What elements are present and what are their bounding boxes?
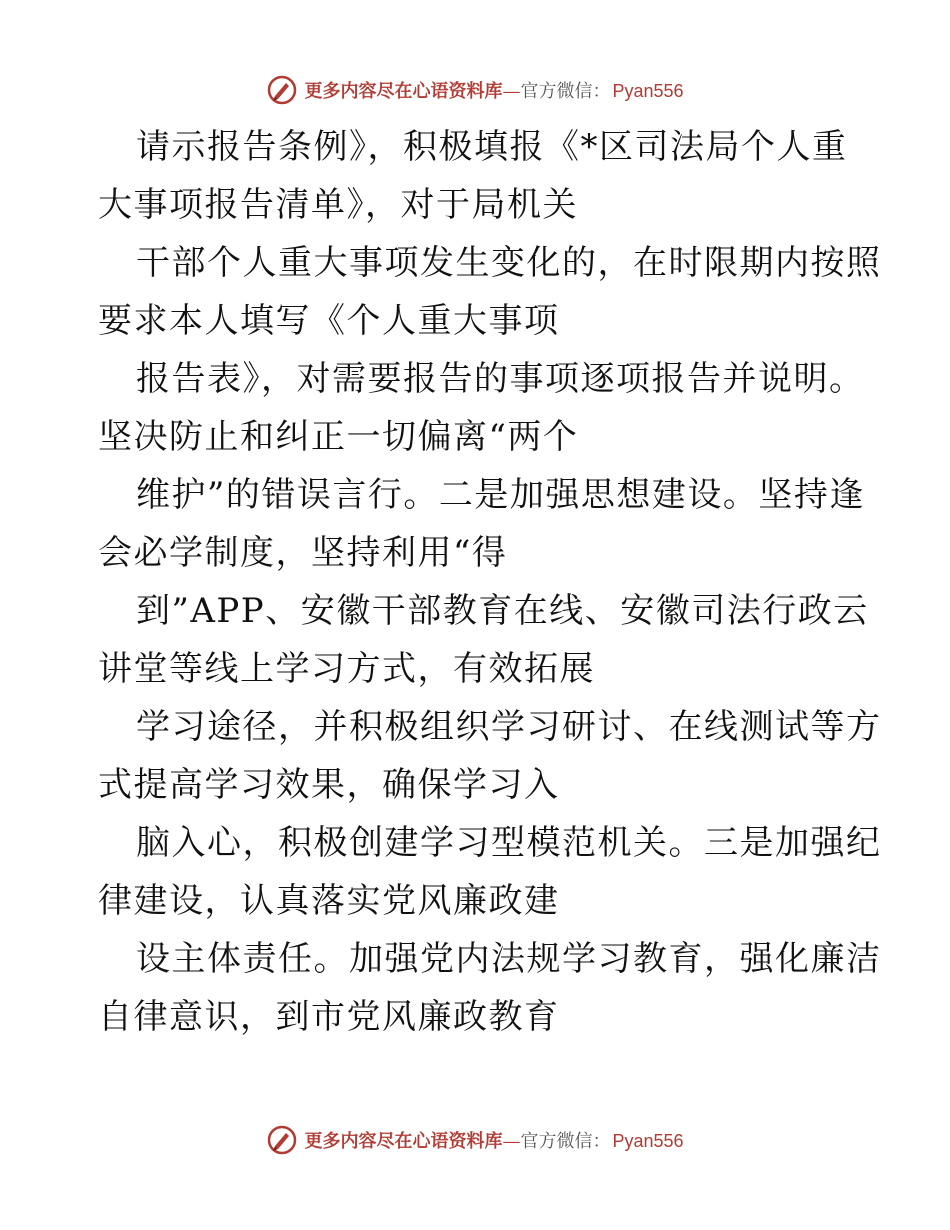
watermark-text: [304, 1127, 683, 1153]
paragraph-line: 讲堂等线上学习方式，有效拓展: [98, 649, 595, 689]
paragraph: [98, 582, 869, 698]
watermark-main: 更多内容尽在心语资料库: [304, 81, 503, 102]
paragraph-line: 维护”的错误言行。二是加强思想建设。坚持逢: [136, 475, 865, 515]
paragraph-line: 学习途径，并积极组织学习研讨、在线测试等方: [136, 707, 882, 747]
watermark-id: Pyan556: [612, 1131, 684, 1151]
pen-seal-icon: [266, 1124, 298, 1156]
paragraph-line: 律建设，认真落实党风廉政建: [98, 881, 560, 921]
paragraph: [98, 698, 882, 814]
paragraph-line: 干部个人重大事项发生变化的，在时限期内按照: [136, 243, 882, 283]
watermark-text: [304, 77, 683, 103]
watermark-id: Pyan556: [612, 81, 684, 101]
watermark-official: 官方微信：: [520, 1131, 611, 1152]
paragraph-line: 请示报告条例》，积极填报《*区司法局个人重: [136, 127, 848, 167]
paragraph: [98, 814, 882, 930]
watermark-separator: —: [502, 81, 521, 102]
paragraph-line: 自律意识，到市党风廉政教育: [98, 997, 560, 1037]
paragraph-line: 式提高学习效果，确保学习入: [98, 765, 560, 805]
paragraph-line: 设主体责任。加强党内法规学习教育，强化廉洁: [136, 939, 882, 979]
paragraph: [98, 234, 882, 350]
document-body: [98, 118, 882, 1046]
paragraph-line: 大事项报告清单》，对于局机关: [98, 185, 578, 225]
paragraph: [98, 350, 865, 466]
paragraph: [98, 930, 882, 1046]
paragraph-line: 会必学制度，坚持利用“得: [98, 533, 508, 573]
watermark-official: 官方微信：: [520, 81, 611, 102]
paragraph-line: 报告表》，对需要报告的事项逐项报告并说明。: [136, 359, 865, 399]
paragraph-line: 要求本人填写《个人重大事项: [98, 301, 560, 341]
paragraph-line: 到”APP、安徽干部教育在线、安徽司法行政云: [136, 591, 869, 631]
paragraph: [98, 466, 865, 582]
pen-seal-icon: [266, 74, 298, 106]
paragraph-line: 坚决防止和纠正一切偏离“两个: [98, 417, 579, 457]
paragraph-line: 脑入心，积极创建学习型模范机关。三是加强纪: [136, 823, 882, 863]
header-watermark: [0, 70, 950, 110]
watermark-separator: —: [502, 1131, 521, 1152]
paragraph: [98, 118, 858, 234]
footer-watermark: [0, 1120, 950, 1160]
watermark-main: 更多内容尽在心语资料库: [304, 1131, 503, 1152]
